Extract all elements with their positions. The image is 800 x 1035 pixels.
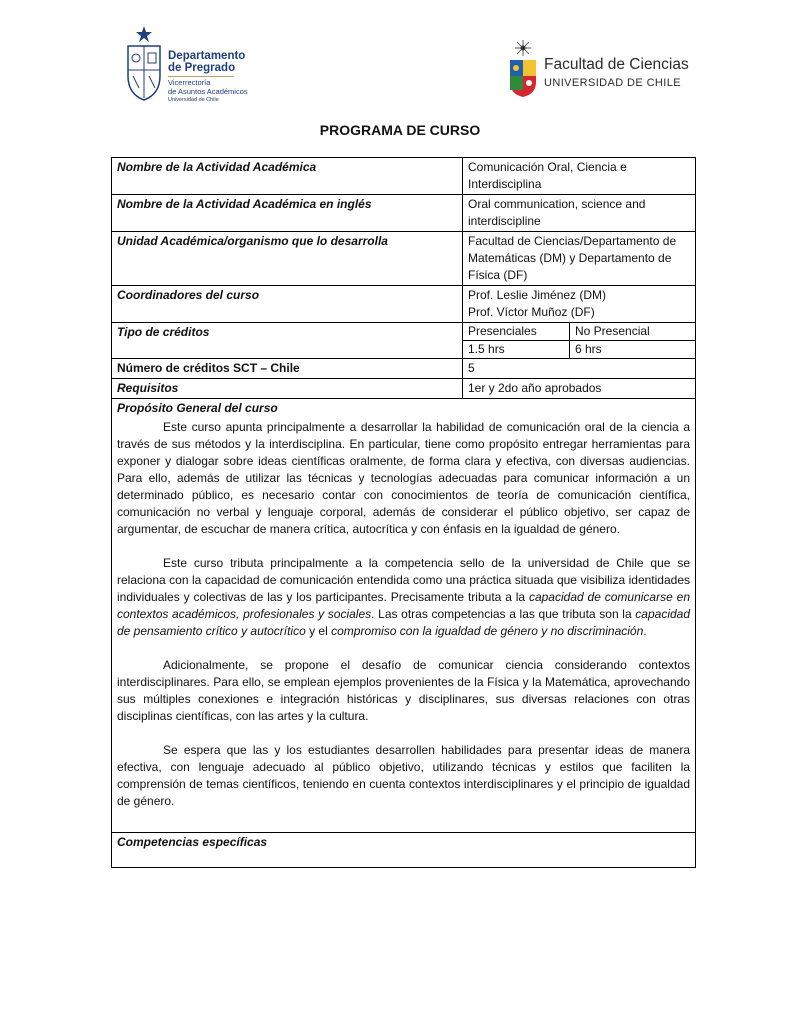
row-value-requisitos: 1er y 2do año aprobados [463,379,696,399]
faculty-name: Facultad de Ciencias [544,56,689,73]
coordinador-1: Prof. Leslie Jiménez (DM) [468,288,607,302]
logo-tiny: Universidad de Chile [168,97,219,103]
table-row [112,399,696,419]
university-crest-icon [124,24,164,102]
proposito-paragraph-1: Este curso apunta principalmente a desarrollar la habilidad de comunicación oral de la ciencia a través de sus métodos y la interdisciplina. En particular, tiene como propósito entregar herramientas para exponer y dialogar sobre ideas científicas oralmente, de forma clara y efectiva, con diversas audiencias. Para ello, además de utilizar las técnicas y tecnologías adecuadas para comunicar información a un determinado público, es necesario contar con conocimientos de teoría de comunicación científica, comunicación no verbal y lenguaje corporal, además de considerar el público objetivo, ser capaz de argumentar, de escuchar de manera crítica, autocrítica y con énfasis en la igualdad de género. [117,420,690,536]
table-row [112,195,696,232]
row-value-coordinadores [463,286,696,323]
row-label-coordinadores: Coordinadores del curso [112,286,463,323]
credits-value-no-presencial: 6 hrs [575,342,602,356]
faculty-shield-icon [508,38,538,98]
table-row [112,833,696,868]
row-value-nombre: Comunicación Oral, Ciencia e Interdisciplina [463,158,696,195]
table-row [112,232,696,286]
logo-divider [168,76,234,77]
credits-header-presenciales: Presenciales [463,323,570,341]
table-row [112,379,696,399]
row-value-tipo-creditos [463,323,696,359]
table-row [112,359,696,379]
logo-title-line2: de Pregrado [168,62,236,74]
facultad-ciencias-logo [508,38,698,100]
table-row [112,158,696,195]
row-label-unidad: Unidad Académica/organismo que lo desarrolla [112,232,463,286]
logo-title-line1: Departamento [168,50,246,62]
row-label-nombre-ingles: Nombre de la Actividad Académica en inglés [112,195,463,232]
credits-value-presenciales: 1.5 hrs [463,341,570,359]
logo-sub-line1: Vicerrectoría [168,78,211,87]
table-row [112,323,696,359]
proposito-paragraph-4: Se espera que las y los estudiantes desarrollen habilidades para presentar ideas de manera efectiva, con lenguaje adecuado al público objetivo, utilizando técnicas y estilos que faciliten la comprensión de temas científicos, teniendo en cuenta contextos interdisciplinares y el principio de igualdad de género. [117,743,690,808]
course-program-table [111,157,696,868]
row-label-tipo-creditos: Tipo de créditos [112,323,463,359]
row-label-requisitos: Requisitos [112,379,463,399]
proposito-body [112,418,696,833]
departamento-pregrado-logo [124,24,284,106]
row-value-nombre-ingles: Oral communication, science and interdiscipline [463,195,696,232]
credits-subtable [463,323,695,358]
table-row [112,418,696,833]
proposito-paragraph-3: Adicionalmente, se propone el desafío de comunicar ciencia considerando contextos interdisciplinares. Para ello, se emplean ejemplos provenientes de la Física y la Matemática, aprovechando sus múltiples conexiones e integración históricas y disciplinares, sus diversas relaciones con otras disciplinas científicas, con las artes y la cultura. [117,658,690,723]
credits-header-no-presencial: No Presencial [570,323,696,341]
table-row [112,286,696,323]
row-value-creditos-sct: 5 [463,359,696,379]
logo-sub-line2: de Asuntos Académicos [168,86,248,96]
university-name: UNIVERSIDAD DE CHILE [544,77,681,89]
coordinador-2: Prof. Víctor Muñoz (DF) [468,305,595,319]
page-title: PROGRAMA DE CURSO [319,122,481,138]
row-value-unidad: Facultad de Ciencias/Departamento de Matemáticas (DM) y Departamento de Física (DF) [463,232,696,286]
proposito-label: Propósito General del curso [112,399,696,419]
competencias-label: Competencias específicas [112,833,696,868]
row-label-creditos-sct: Número de créditos SCT – Chile [112,359,463,379]
proposito-paragraph-2: Este curso tributa principalmente a la competencia sello de la universidad de Chile que se relaciona con la capacidad de comunicación entendida como una práctica situada que visibiliza identidades individuales y colectivas de las y los participantes. Precisamente tributa a la capacidad de comunicarse en contextos académicos, profesionales y sociales. Las otras competencias a las que tributa son la capacidad de pensamiento crítico y autocrítico y el compromiso con la igualdad de género y no discriminación. [117,556,691,638]
row-label-nombre: Nombre de la Actividad Académica [112,158,463,195]
